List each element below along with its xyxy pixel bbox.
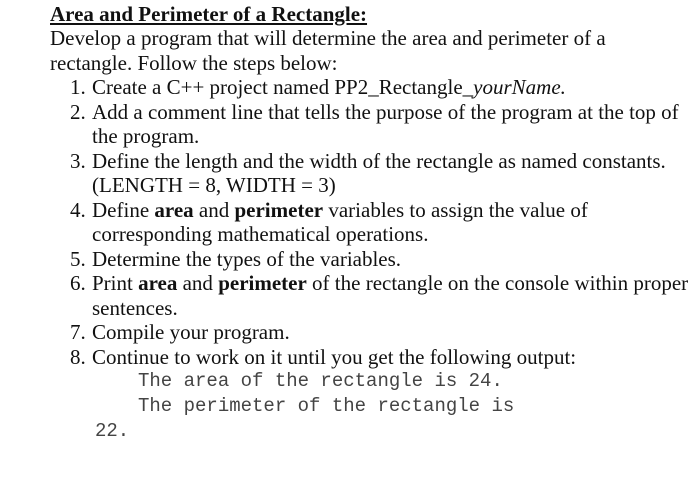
step-text: Compile your program. [92,320,290,344]
step-text: Print [92,271,139,295]
step-text: Create a C++ project named PP2_Rectangle [92,75,463,99]
expected-output [50,369,690,444]
step-text-bold: area [154,197,194,222]
step-text-bold: perimeter [218,271,307,295]
step-item [50,345,690,370]
output-line: The perimeter of the rectangle is [138,395,515,417]
step-number: 6. [70,271,86,295]
step-text: Define the length and the width of the rectangle as named constants. [92,148,666,173]
step-item [50,320,690,345]
step-item [50,271,690,320]
step-item [50,149,690,198]
step-text: Add a comment line that tells the purpose of the program at the top of the program. [92,99,679,148]
step-text-italic: _yourName. [462,75,566,99]
steps-list [50,75,690,369]
step-number: 5. [70,246,86,271]
document-page [50,0,690,444]
step-text: and [177,271,219,295]
output-line: 22. [95,420,130,442]
step-text: Define [92,197,155,222]
step-number: 8. [70,344,86,369]
step-number: 2. [70,99,86,124]
output-line: The area of the rectangle is 24. [138,370,503,392]
step-item [50,75,690,100]
step-text: variables to assign the value of corresponding mathematical operations. [92,197,588,246]
step-constants-values: (LENGTH = 8, WIDTH = 3) [92,173,336,197]
page-title: Area and Perimeter of a Rectangle: [50,2,368,26]
step-text: of the rectangle on the console within proper sentences. [92,271,689,320]
step-text: and [193,197,235,222]
step-text: Determine the types of the variables. [92,246,402,271]
step-text-bold: area [138,271,178,295]
step-text: Continue to work on it until you get the following output: [92,344,577,369]
step-number: 4. [70,197,86,222]
step-text-bold: perimeter [234,197,324,222]
step-item [50,198,690,247]
step-item [50,247,690,272]
intro-paragraph: Develop a program that will determine the area and perimeter of a rectangle. Follow the steps below: [50,26,606,75]
step-number: 3. [70,148,86,173]
step-number: 7. [70,320,86,344]
step-item [50,100,690,149]
step-number: 1. [70,75,86,99]
